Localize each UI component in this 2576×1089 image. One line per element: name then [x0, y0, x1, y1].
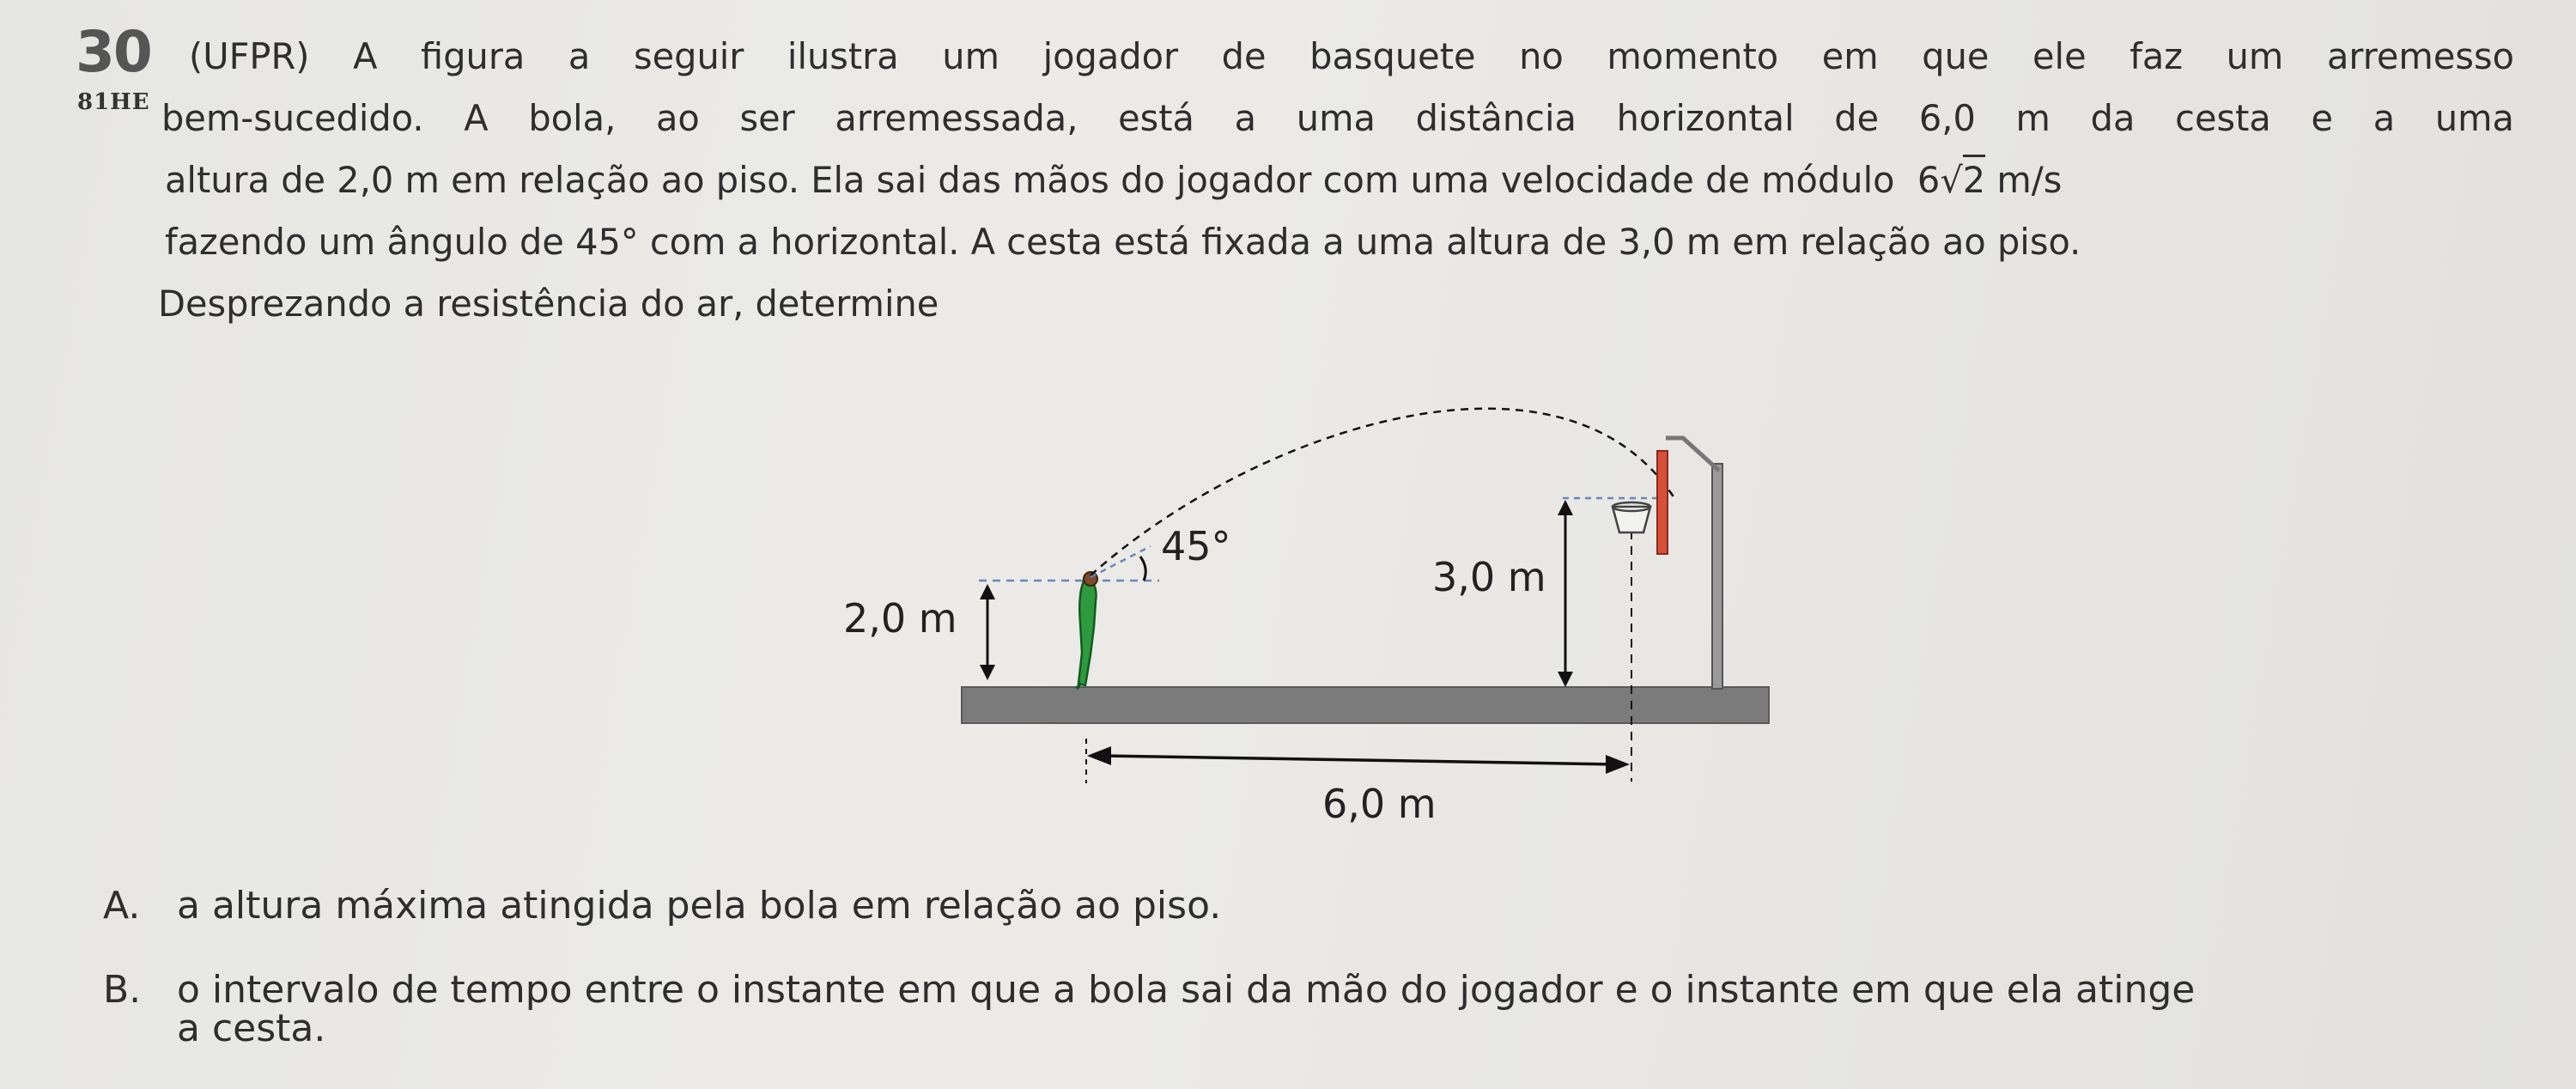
- distance-arrow-head-left: [1087, 746, 1111, 765]
- angle-arc: [1140, 557, 1145, 581]
- angle-label: 45°: [1161, 523, 1231, 569]
- item-a-text: a altura máxima atingida pela bola em relação ao piso.: [177, 884, 1222, 928]
- statement-line-1: (UFPR) A figura a seguir ilustra um jogador de basquete no momento em que ele faz um arremesso: [189, 35, 2514, 77]
- question-statement: [158, 26, 2514, 335]
- question-code: 81HE: [77, 89, 150, 115]
- item-a-letter: A.: [103, 884, 141, 928]
- angle-value: 45°: [575, 221, 639, 263]
- item-b-letter: B.: [103, 968, 142, 1012]
- velocity-expression: 6√2 m/s: [1906, 155, 2063, 201]
- distance-arrow-head-right: [1606, 755, 1630, 774]
- basket-hoop-icon: [1613, 438, 1722, 689]
- distance-label: 6,0 m: [1322, 781, 1437, 824]
- statement-line-3: [165, 149, 2514, 211]
- floor: [962, 687, 1769, 723]
- item-a: [103, 874, 1221, 938]
- basket-height-label: 3,0 m: [1432, 554, 1546, 600]
- question-number: 30: [76, 19, 151, 85]
- basket-arrow-head-up: [1558, 500, 1573, 515]
- statement-line-2: bem-sucedido. A bola, ao ser arremessada, está a uma distância horizontal de 6,0 m da cesta e a uma: [161, 97, 2514, 139]
- basketball-figure: [807, 378, 1795, 824]
- item-b-text: o intervalo de tempo entre o instante em que a bola sai da mão do jogador e o instante em que ela atinge: [177, 968, 2196, 1012]
- player-figure: [1077, 572, 1097, 689]
- item-b: [103, 958, 2195, 1022]
- statement-line-5: Desprezando a resistência do ar, determine: [158, 283, 939, 325]
- distance-arrow: [1103, 756, 1614, 764]
- statement-line-4: [165, 211, 2514, 273]
- statement-line-4b: com a horizontal. A cesta está fixada a uma altura de 3,0 m em relação ao piso.: [649, 221, 2081, 263]
- arrow-head-up: [980, 584, 995, 599]
- basket-arrow-head-down: [1558, 672, 1573, 687]
- arrow-head-down: [980, 665, 995, 680]
- player-height-label: 2,0 m: [843, 595, 957, 642]
- angle-dashed-line: [1091, 546, 1151, 577]
- item-b-text-continued: a cesta.: [177, 1007, 326, 1050]
- statement-line-4a: fazendo um ângulo de: [165, 221, 564, 263]
- statement-line-3-text: altura de 2,0 m em relação ao piso. Ela sai das mãos do jogador com uma velocidade de módulo: [165, 159, 1895, 201]
